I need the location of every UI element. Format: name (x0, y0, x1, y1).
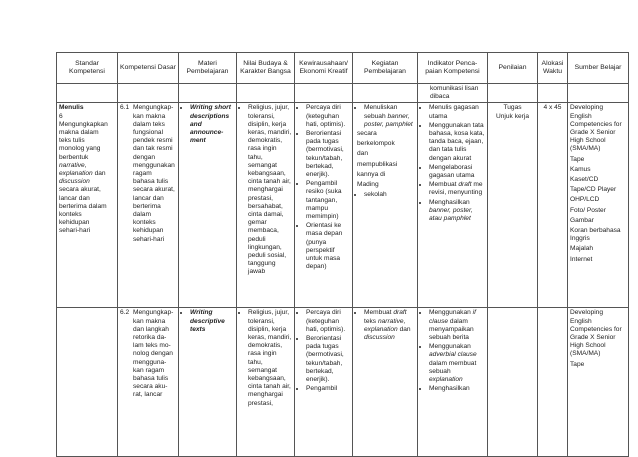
penilaian-tugas: Tugas (503, 104, 522, 112)
kegiatan-mading: Mading (357, 181, 379, 189)
kd-number: 6.2 (120, 309, 130, 317)
sumber-cell (568, 308, 629, 457)
penilaian-cell (488, 103, 538, 308)
indikator-text: Menggunakan (429, 309, 471, 317)
kegiatan-text: dan (399, 325, 411, 333)
materi-cell (179, 308, 237, 457)
kegiatan-cell (353, 103, 418, 308)
standar-number: 6 (59, 112, 63, 120)
materi-item: • Writing short descriptions and announce-ment (190, 104, 234, 145)
continued-indikator: komunikasi lisan dibaca (418, 84, 488, 103)
standar-dan: dan (94, 170, 106, 178)
kegiatan-item: • sekolah (364, 191, 415, 199)
alokasi-cell: 4 x 45 (538, 103, 568, 308)
standar-cell (57, 308, 118, 457)
kegiatan-italic: narrative, explanation (364, 317, 406, 333)
alokasi-cell (538, 308, 568, 457)
sumber-cell (568, 103, 629, 308)
indikator-text: dalam menyampaikan sebuah berita (429, 317, 474, 342)
kd-text: Mengungkap-kan makna dalam teks fungsional pendek resmi dan tak resmi dengan menggunakan ragam bahasa tulis secara akurat, lancar dan berterima dalam konteks kehidupan sehari-hari (133, 104, 175, 243)
header-alokasi: Alokasi Waktu (538, 53, 568, 84)
kd-cell (118, 103, 179, 308)
kegiatan-item (364, 309, 415, 342)
penilaian-unjuk-kerja: Unjuk kerja (496, 112, 529, 120)
sumber-item: Tape (570, 360, 585, 368)
kegiatan-text: Membuat (364, 309, 392, 317)
kewira-item: • Pengambil resiko (suka tantangan, mampu memimpin) (306, 180, 350, 221)
kegiatan-italic: draft (393, 309, 407, 317)
nilai-item: • Religius, jujur, toleransi, disiplin, kerja keras, mandiri, demokratis, rasa ingin tahu, semangat kebangsaan, cinta tanah air, menghargai prestasi, (248, 309, 292, 407)
kegiatan-text: Menuliskan sebuah (364, 104, 398, 120)
sumber-item: Kaset/CD (570, 176, 599, 184)
nilai-cell (237, 103, 295, 308)
kewira-item: • Percaya diri (keteguhan hati, optimis). (306, 104, 350, 129)
nilai-item: • Religius, jujur, toleransi, disiplin, kerja keras, mandiri, demokratis, rasa ingin tahu, semangat kebangsaan, cinta tanah air, menghargai prestasi, bersahabat, cinta damai, gemar membaca, peduli lingkungan, peduli sosial, tanggung jawab (248, 104, 292, 276)
indikator-italic: banner, poster, atau pamphlet (429, 206, 473, 223)
sumber-item: OHP/LCD (570, 196, 600, 204)
indikator-item: • Mengelaborasi gagasan utama (429, 164, 485, 180)
indikator-item: • Menulis gagasan utama (429, 104, 485, 120)
sumber-item: Kamus (570, 165, 591, 173)
kewira-cell (295, 103, 353, 308)
kewira-cell (295, 308, 353, 457)
standar-text: Mengungkapkan makna dalam teks tulis monolog yang berbentuk (59, 120, 108, 161)
kegiatan-italic: discussion (364, 334, 395, 342)
kewira-item: • Percaya diri (keteguhan hati, optimis). (306, 309, 350, 334)
penilaian-cell (488, 308, 538, 457)
indikator-text: Menggunakan (429, 343, 471, 351)
indikator-text: me revisi, menyunting (429, 181, 483, 197)
indikator-item (429, 309, 485, 342)
header-nilai: Nilai Budaya & Karakter Bangsa (237, 53, 295, 84)
header-kompetensi-dasar: Kompetensi Dasar (118, 53, 179, 84)
kegiatan-dan: dan (357, 150, 369, 158)
kd-number: 6.1 (120, 104, 130, 112)
kegiatan-cell (353, 308, 418, 457)
kegiatan-secara: secara (357, 130, 377, 138)
kewira-item: • Orientasi ke masa depan (punya perspektif untuk masa depan) (306, 222, 350, 271)
syllabus-table (56, 52, 629, 457)
indikator-item: • Menggunakan tata bahasa, kosa kata, tanda baca, ejaan, dan tata tulis dengan akurat (429, 122, 485, 163)
header-penilaian: Penilaian (488, 53, 538, 84)
standar-explanation: explanation (59, 170, 93, 178)
kegiatan-berkelompok: berkelompok (357, 140, 395, 148)
header-materi: Materi Pembelajaran (179, 53, 237, 84)
indikator-cell (418, 103, 488, 308)
sumber-item: Foto/ Poster (570, 206, 606, 214)
standar-discussion: discussion (59, 178, 90, 186)
indikator-italic: adverbial clause (429, 351, 477, 359)
kewira-item: • Berorientasi pada tugas (bermotivasi, tekun/tabah, bertekad, enerjik). (306, 335, 350, 384)
kd-text: Mengungkap-kan makna dan langkah retorika da-lam teks mo-nolog dengan mengguna-kan ragam bahasa tulis secara aku-rat, lancar (133, 309, 174, 399)
sumber-item: Tape/CD Player (570, 186, 617, 194)
standar-cell: Menulis 6Mengungkapkan makna dalam teks tulis monolog yang berbentuk narrative, explanation dan discussion secara akurat, lancar dan berterima dalam konteks kehidupan sehari-hari (57, 103, 118, 308)
kegiatan-kannya: kannya di (357, 170, 386, 178)
sumber-item: Gambar (570, 216, 594, 224)
indikator-italic: draft (458, 181, 472, 189)
sumber-item: Tape (570, 155, 585, 163)
standar-text-2: secara akurat, lancar dan berterima dalam konteks kehidupan sehari-hari (59, 186, 107, 235)
kewira-item: • Pengambil (306, 385, 350, 393)
header-indikator: Indikator Penca-paian Kompetensi (418, 53, 488, 84)
kewira-item: • Berorientasi pada tugas (bermotivasi, tekun/tabah, bertekad, enerjik). (306, 130, 350, 179)
sumber-item: Koran berbahasa Inggris (570, 227, 621, 243)
nilai-cell (237, 308, 295, 457)
indikator-item (429, 343, 485, 384)
continued-row (57, 84, 629, 103)
kegiatan-item (364, 104, 415, 129)
indikator-italic: if clause (429, 309, 476, 325)
indikator-text: dalam membuat sebuah (429, 359, 477, 375)
indikator-text: Menghasilkan (429, 198, 470, 206)
standar-narrative: narrative (59, 161, 85, 169)
header-kegiatan: Kegiatan Pembelajaran (353, 53, 418, 84)
kegiatan-mempublikasi: mempublikasi (357, 160, 398, 168)
indikator-item (429, 199, 485, 224)
indikator-item: • Menghasilkan (429, 385, 485, 393)
indikator-italic: explanation (429, 376, 463, 384)
indikator-item (429, 181, 485, 197)
sumber-item: Developing English Competencies for Grade X Senior High School (SMA/MA) (570, 104, 622, 153)
sumber-item: Internet (570, 255, 593, 263)
kd-cell (118, 308, 179, 457)
indikator-cell (418, 308, 488, 457)
header-kewirausahaan: Kewirausahaan/ Ekonomi Kreatif (295, 53, 353, 84)
header-sumber: Sumber Belajar (568, 53, 629, 84)
header-standar: Standar Kompetensi (57, 53, 118, 84)
header-row (57, 53, 629, 84)
materi-item: • Writing descriptive texts (190, 309, 234, 334)
kegiatan-text: teks (364, 317, 377, 325)
kegiatan-italic: banner, poster, pamphlet (364, 112, 413, 128)
table-row (57, 103, 629, 308)
indikator-text: Membuat (429, 181, 457, 189)
sumber-item: Developing English Competencies for Grade X Senior High School (SMA/MA) (570, 309, 622, 358)
materi-cell (179, 103, 237, 308)
table-row (57, 308, 629, 457)
sumber-item: Majalah (570, 245, 594, 253)
standar-title: Menulis (59, 104, 84, 112)
